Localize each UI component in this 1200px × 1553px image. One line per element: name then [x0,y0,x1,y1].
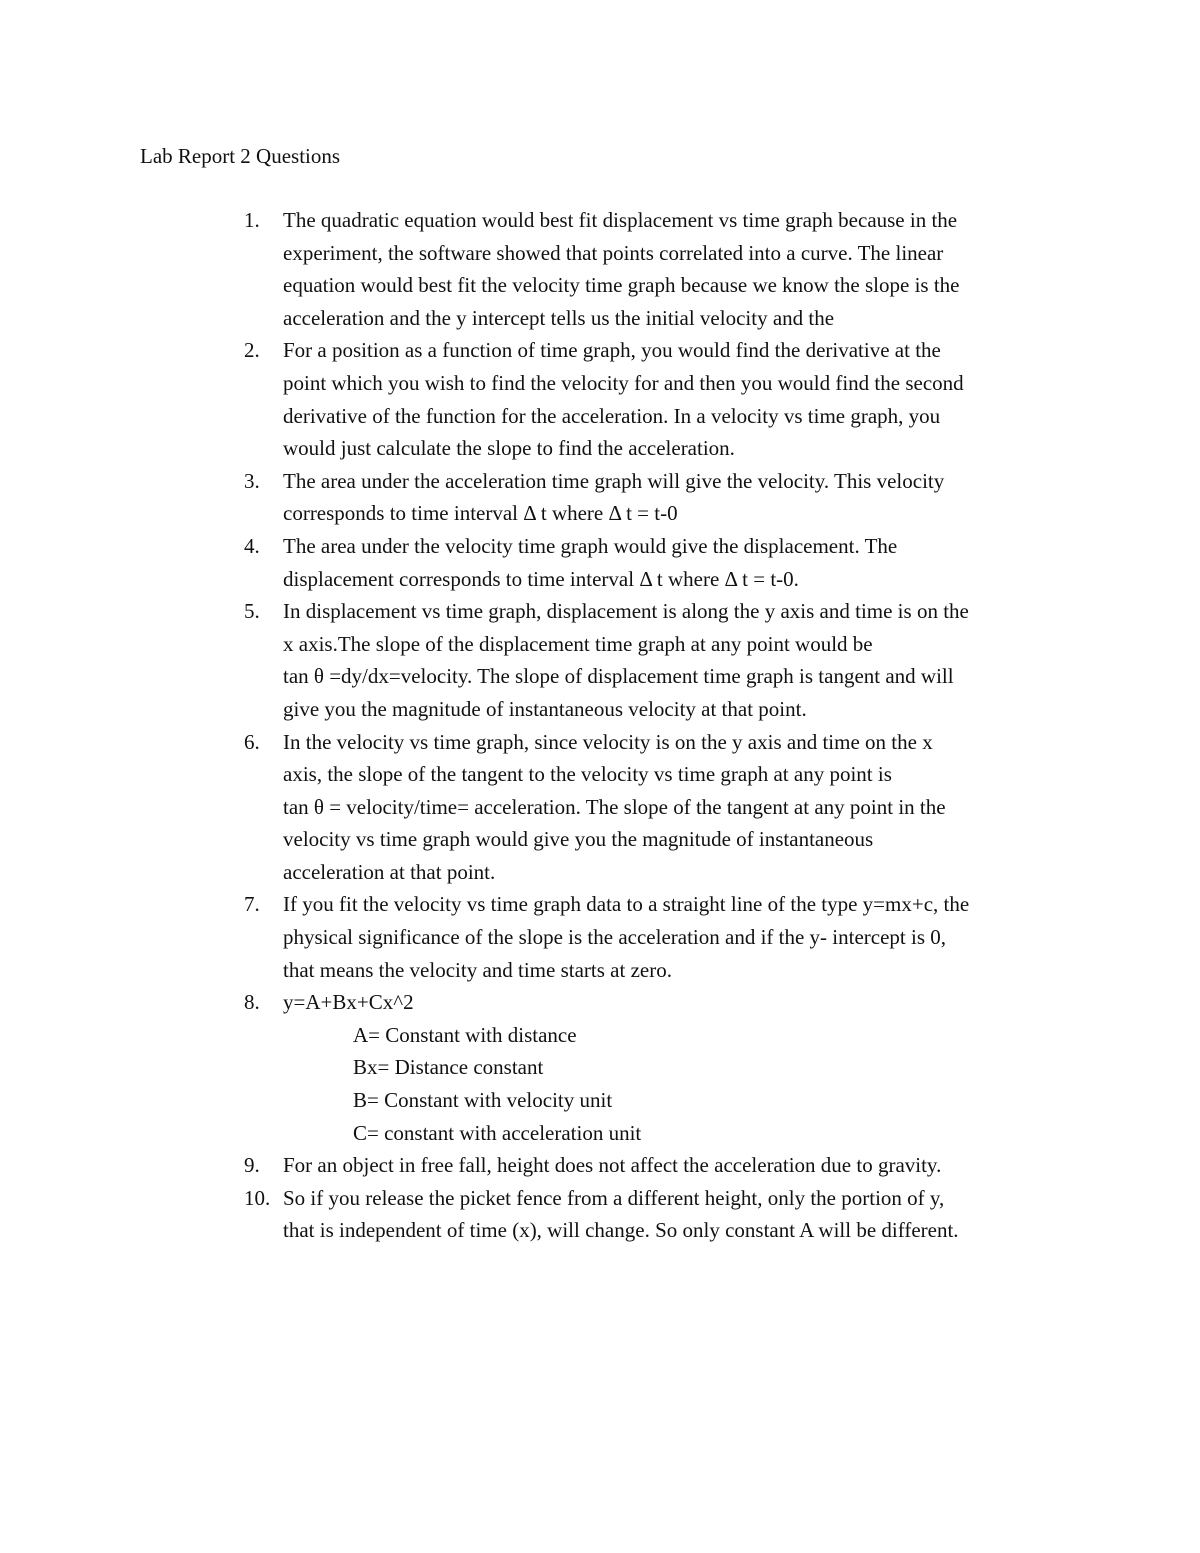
question-line: derivative of the function for the acceleration. In a velocity vs time graph, you [283,403,941,428]
question-line: In displacement vs time graph, displacement is along the y axis and time is on the [283,599,969,624]
equation-term: A= Constant with distance [353,1022,577,1047]
question-line: displacement corresponds to time interval Δ t where Δ t = t-0. [283,566,799,591]
question-item-5 [0,595,1073,725]
question-number: 5. [244,599,260,624]
question-line: velocity vs time graph would give you the magnitude of instantaneous [283,827,874,852]
question-line: would just calculate the slope to find the acceleration. [283,436,735,461]
question-item-9 [0,1149,1073,1182]
equation-term: B= Constant with velocity unit [353,1088,613,1113]
question-line: that is independent of time (x), will change. So only constant A will be different. [283,1218,959,1243]
question-line: axis, the slope of the tangent to the velocity vs time graph at any point is [283,762,892,787]
question-number: 2. [244,338,260,363]
question-item-2 [0,334,1073,464]
question-line: y=A+Bx+Cx^2 [283,990,414,1015]
question-number: 1. [244,208,260,232]
question-item-7 [0,888,1073,986]
equation-terms-list [283,1019,1073,1149]
question-item-10 [0,1182,1073,1247]
document-title: Lab Report 2 Questions [140,144,341,168]
question-line: For an object in free fall, height does not affect the acceleration due to gravity. [283,1153,942,1178]
question-line: The area under the acceleration time graph will give the velocity. This velocity [283,468,945,493]
question-number: 4. [244,533,260,558]
question-line: physical significance of the slope is the acceleration and if the y- intercept is 0, [283,925,947,950]
equation-term: Bx= Distance constant [353,1055,544,1080]
question-line: The quadratic equation would best fit displacement vs time graph because in the [283,208,958,232]
question-line: point which you wish to find the velocity for and then you would find the second [283,370,964,395]
question-number: 8. [244,990,260,1015]
question-line: For a position as a function of time graph, you would find the derivative at the [283,338,941,363]
question-list [0,204,1200,1247]
question-line: tan θ =dy/dx=velocity. The slope of displacement time graph is tangent and will [283,664,954,689]
question-item-4 [0,530,1073,595]
question-line: x axis.The slope of the displacement time graph at any point would be [283,631,873,656]
question-line: tan θ = velocity/time= acceleration. The slope of the tangent at any point in the [283,794,946,819]
question-number: 7. [244,892,260,917]
question-line: give you the magnitude of instantaneous velocity at that point. [283,696,807,721]
question-line: corresponds to time interval Δ t where Δ t = t-0 [283,501,678,526]
question-line: If you fit the velocity vs time graph data to a straight line of the type y=mx+c, the [283,892,970,917]
question-number: 10. [244,1185,271,1210]
question-line: experiment, the software showed that points correlated into a curve. The linear [283,240,944,265]
question-number: 3. [244,468,260,493]
question-number: 9. [244,1153,260,1178]
question-item-1 [0,204,1073,334]
question-line: acceleration and the y intercept tells us the initial velocity and the [283,305,835,330]
question-line: acceleration at that point. [283,859,496,884]
question-line: The area under the velocity time graph would give the displacement. The [283,533,898,558]
question-line: So if you release the picket fence from a different height, only the portion of y, [283,1185,945,1210]
question-item-3 [0,465,1073,530]
question-item-6 [0,726,1073,889]
question-line: In the velocity vs time graph, since velocity is on the y axis and time on the x [283,729,933,754]
question-line: that means the velocity and time starts at zero. [283,957,672,982]
equation-term: C= constant with acceleration unit [353,1120,642,1145]
question-number: 6. [244,729,260,754]
question-item-8 [0,986,1073,1149]
question-line: equation would best fit the velocity time graph because we know the slope is the [283,273,960,298]
